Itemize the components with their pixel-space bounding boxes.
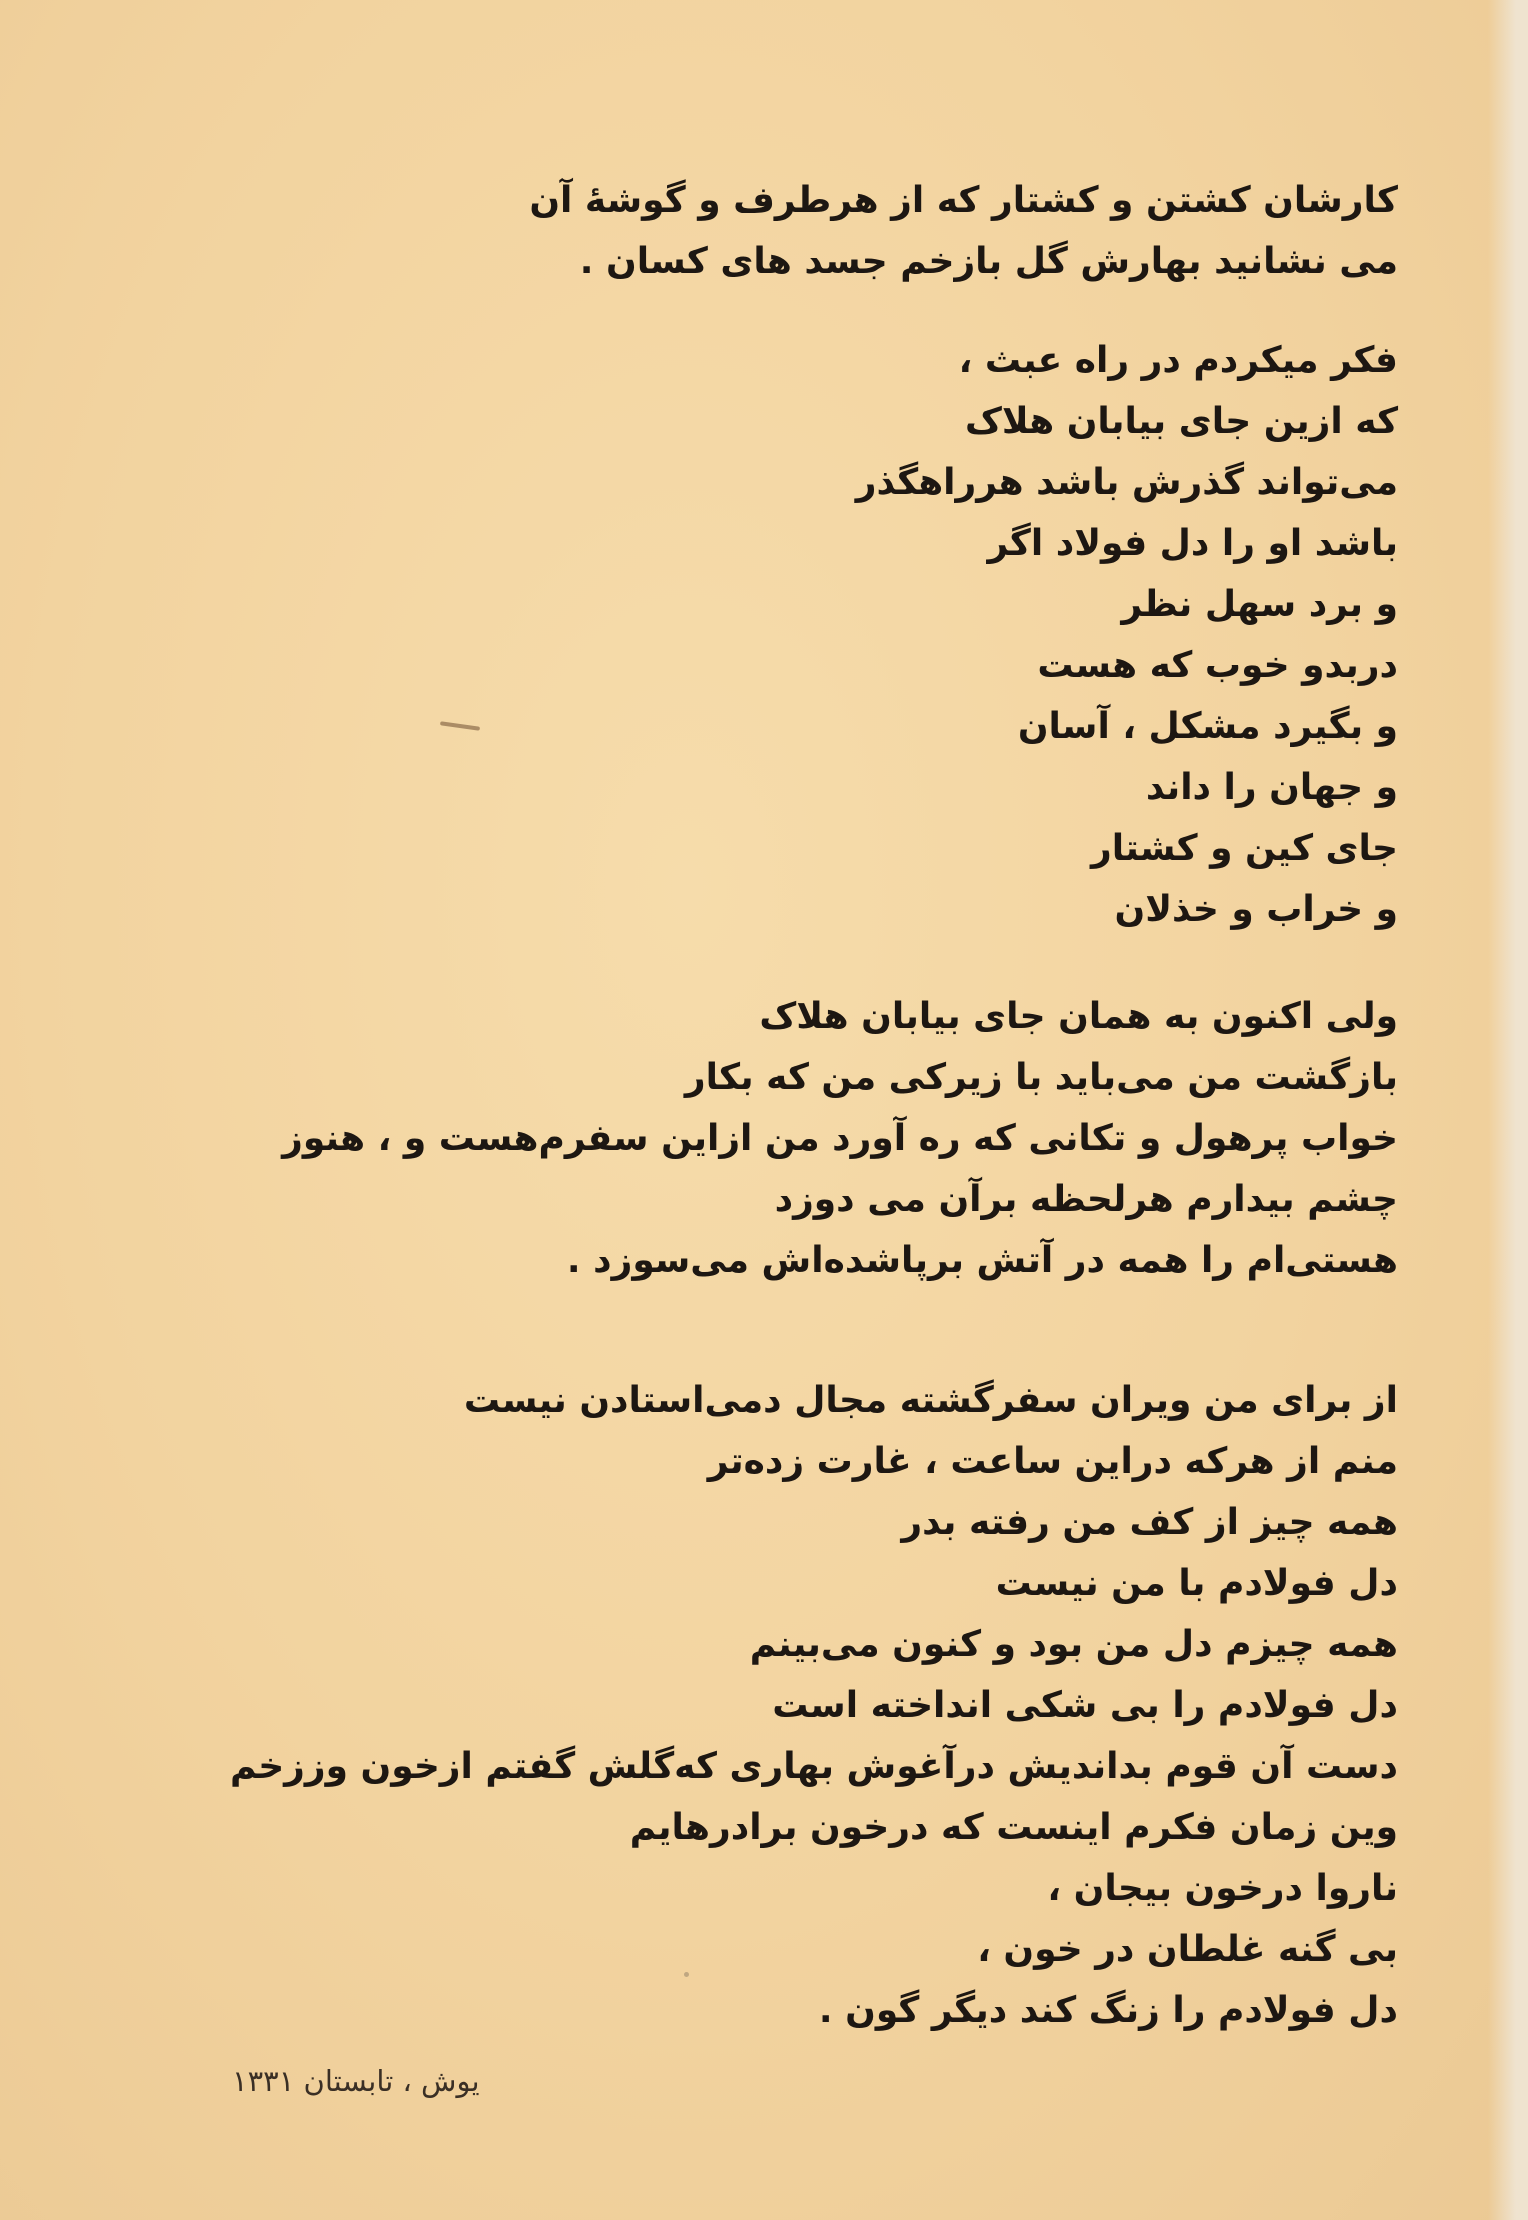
poem-stanza-4 xyxy=(230,1370,1398,2041)
poem-line: دل فولادم را زنگ کند دیگر گون . xyxy=(818,1990,1398,2031)
poem-stanza-3 xyxy=(282,986,1398,1291)
poem-line: ناروا درخون بیجان ، xyxy=(1047,1868,1398,1909)
poem-line: بی گنه غلطان در خون ، xyxy=(977,1929,1398,1970)
poem-line: چشم بیدارم هرلحظه برآن می دوزد xyxy=(774,1179,1398,1220)
poem-line: دست آن قوم بداندیش درآغوش بهاری که‌گلش گفتم ازخون وززخم xyxy=(229,1746,1398,1787)
poem-line: کارشان کشتن و کشتار که از هرطرف و گوشهٔ آن xyxy=(529,180,1398,221)
poem-line: همه چیزم دل من بود و کنون می‌بینم xyxy=(749,1624,1398,1665)
poem-stanza-2 xyxy=(856,330,1398,940)
poem-line: و خراب و خذلان xyxy=(1114,889,1398,930)
poem-line: هستی‌ام را همه در آتش برپاشده‌اش می‌سوزد . xyxy=(566,1240,1398,1281)
poem-stanza-1 xyxy=(529,170,1398,292)
place-date-signature: یوش ، تابستان ۱۳۳۱ xyxy=(232,2064,480,2098)
ink-mark xyxy=(440,721,480,731)
poem-line: و برد سهل نظر xyxy=(1121,584,1398,625)
poem-line: ولی اکنون به همان جای بیابان هلاک xyxy=(759,996,1398,1037)
poem-line: منم از هرکه دراین ساعت ، غارت زده‌تر xyxy=(707,1441,1398,1482)
poem-line: جای کین و کشتار xyxy=(1091,828,1398,869)
poem-line: همه چیز از کف من رفته بدر xyxy=(901,1502,1398,1543)
poem-line: می نشانید بهارش گل بازخم جسد های کسان . xyxy=(579,241,1398,282)
poem-line: که ازین جای بیابان هلاک xyxy=(965,401,1398,442)
poem-line: فکر میکردم در راه عبث ، xyxy=(958,340,1398,381)
poem-line: بازگشت من می‌باید با زیرکی من که بکار xyxy=(684,1057,1398,1098)
poem-line: باشد او را دل فولاد اگر xyxy=(987,523,1398,564)
poem-line: خواب پرهول و تکانی که ره آورد من ازاین سفرم‌هست و ، هنوز xyxy=(282,1118,1398,1159)
poem-line: دل فولادم با من نیست xyxy=(995,1563,1398,1604)
poem-line: دربدو خوب که هست xyxy=(1037,645,1398,686)
poem-line: از برای من ویران سفرگشته مجال دمی‌استادن نیست xyxy=(463,1380,1398,1421)
poem-line: وین زمان فکرم اینست که درخون برادرهایم xyxy=(629,1807,1398,1848)
poem-line: و بگیرد مشکل ، آسان xyxy=(1017,706,1398,747)
poem-line: و جهان را داند xyxy=(1145,767,1398,808)
poem-line: دل فولادم را بی شکی انداخته است xyxy=(772,1685,1398,1726)
poem-line: می‌تواند گذرش باشد هرراهگذر xyxy=(855,462,1398,503)
page-edge xyxy=(1488,0,1528,2220)
